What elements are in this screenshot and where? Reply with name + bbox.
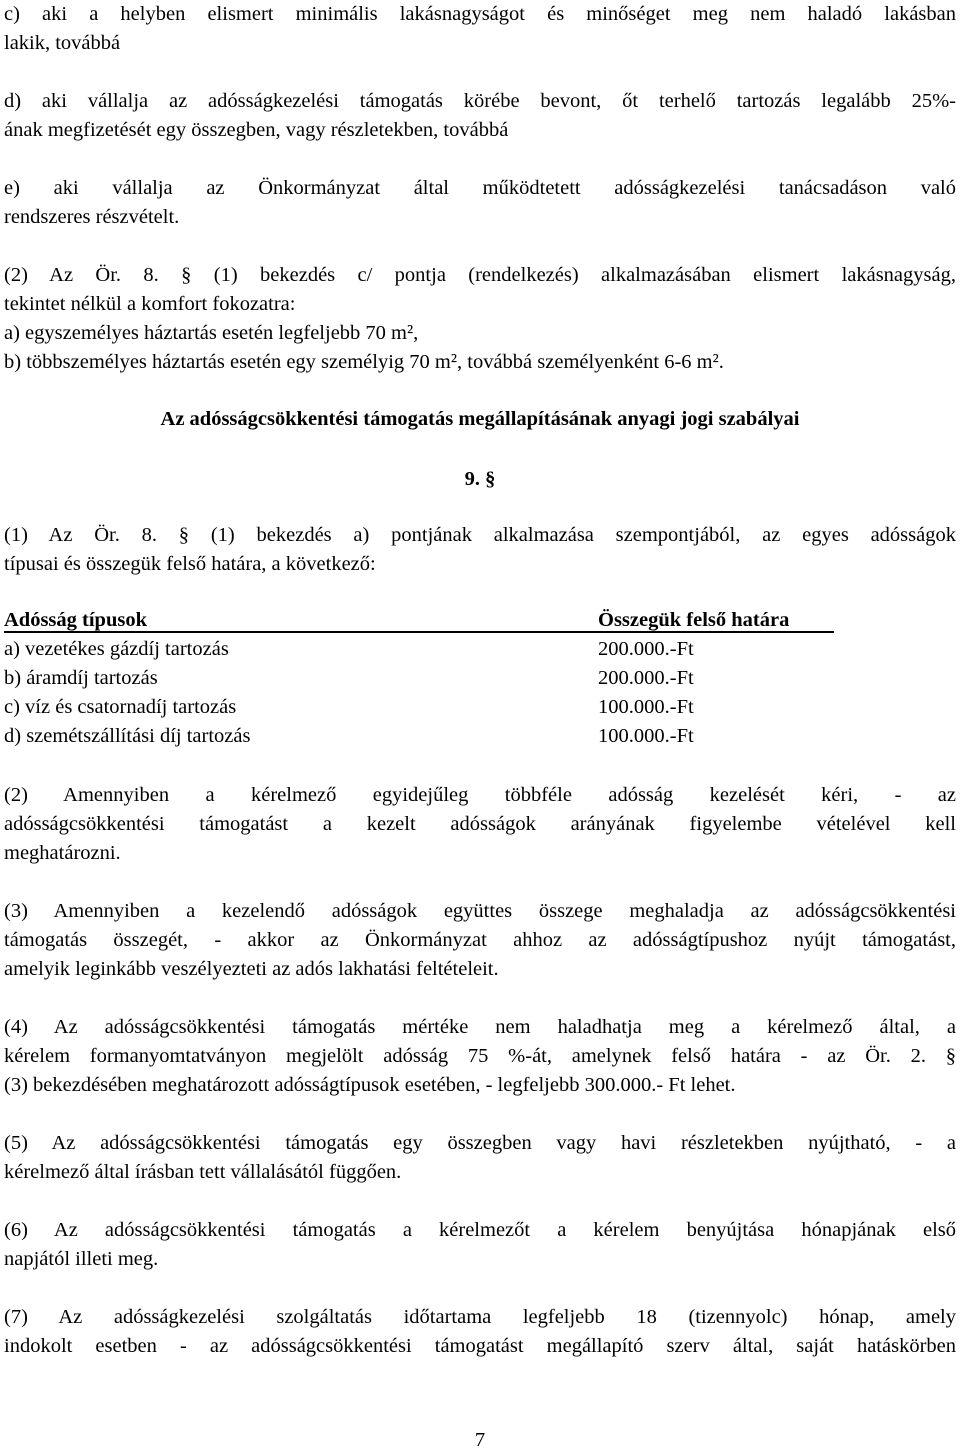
text-line: kérelem formanyomtatványon megjelölt adósság 75 %-át, amelynek felső határa - az Ör. 2. § [4,1045,956,1067]
debt-type: d) szemétszállítási díj tartozás [4,725,251,747]
text-line: b) többszemélyes háztartás esetén egy személyig 70 m², továbbá személyenként 6-6 m². [4,351,724,373]
text-line: (7) Az adósságkezelési szolgáltatás időtartama legfeljebb 18 (tizennyolc) hónap, amely [4,1306,956,1328]
table-row [4,722,956,750]
table-row [4,664,956,692]
text-line: (3) Amennyiben a kezelendő adósságok együttes összege meghaladja az adósságcsökkentési [4,900,956,922]
text-line: (2) Az Ör. 8. § (1) bekezdés c/ pontja (rendelkezés) alkalmazásában elismert lakásnagyság, [4,264,956,286]
text-line: (5) Az adósságcsökkentési támogatás egy összegben vagy havi részletekben nyújtható, - a [4,1132,956,1154]
text-line: támogatás összegét, - akkor az Önkormányzat ahhoz az adósságtípushoz nyújt támogatást, [4,929,956,951]
text-line: ának megfizetését egy összegben, vagy részletekben, továbbá [4,119,509,141]
text-line: amelyik leginkább veszélyezteti az adós lakhatási feltételeit. [4,958,499,980]
text-line: c) aki a helyben elismert minimális lakásnagyságot és minőséget meg nem haladó lakásban [4,3,956,25]
text-line: e) aki vállalja az Önkormányzat által működtetett adósságkezelési tanácsadáson való [4,177,956,199]
text-line: rendszeres részvételt. [4,206,180,228]
page-number: 7 [474,1429,486,1451]
column-header-type: Adósság típusok [4,609,147,631]
text-line: típusai és összegük felső határa, a következő: [4,553,376,575]
header-underline [4,631,834,633]
text-line: (2) Amennyiben a kérelmező egyidejűleg többféle adósság kezelését kéri, - az [4,784,956,806]
debt-type: b) áramdíj tartozás [4,667,158,689]
section-number: 9. § [464,468,496,490]
text-line: a) egyszemélyes háztartás esetén legfeljebb 70 m², [4,322,419,344]
text-line: indokolt esetben - az adósságcsökkentési támogatást megállapító szerv által, saját hatáskörben [4,1335,956,1357]
text-line: kérelmező által írásban tett vállalásától függően. [4,1161,402,1183]
section-heading: Az adósságcsökkentési támogatás megállapításának anyagi jogi szabályai [160,408,800,430]
debt-type: a) vezetékes gázdíj tartozás [4,638,229,660]
text-line: lakik, továbbá [4,32,121,54]
text-line: adósságcsökkentési támogatást a kezelt adósságok arányának figyelembe vételével kell [4,813,956,835]
text-line: (3) bekezdésében meghatározott adósságtípusok esetében, - legfeljebb 300.000.- Ft lehet. [4,1074,736,1096]
text-line: d) aki vállalja az adósságkezelési támogatás körébe bevont, őt terhelő tartozás legalább 25%- [4,90,956,112]
text-line: (6) Az adósságcsökkentési támogatás a kérelmezőt a kérelem benyújtása hónapjának első [4,1219,956,1241]
table-row [4,635,956,663]
column-header-limit: Összegük felső határa [598,609,790,631]
debt-limit: 100.000.-Ft [598,725,694,747]
debt-limit: 200.000.-Ft [598,638,694,660]
text-line: (1) Az Ör. 8. § (1) bekezdés a) pontjának alkalmazása szempontjából, az egyes adósságok [4,524,956,546]
text-line: tekintet nélkül a komfort fokozatra: [4,293,296,315]
text-line: (4) Az adósságcsökkentési támogatás mértéke nem haladhatja meg a kérelmező által, a [4,1016,956,1038]
debt-type: c) víz és csatornadíj tartozás [4,696,237,718]
debt-limit: 200.000.-Ft [598,667,694,689]
text-line: napjától illeti meg. [4,1248,159,1270]
text-line: meghatározni. [4,842,121,864]
debt-limit: 100.000.-Ft [598,696,694,718]
table-row [4,693,956,721]
table-header-row [4,606,956,634]
